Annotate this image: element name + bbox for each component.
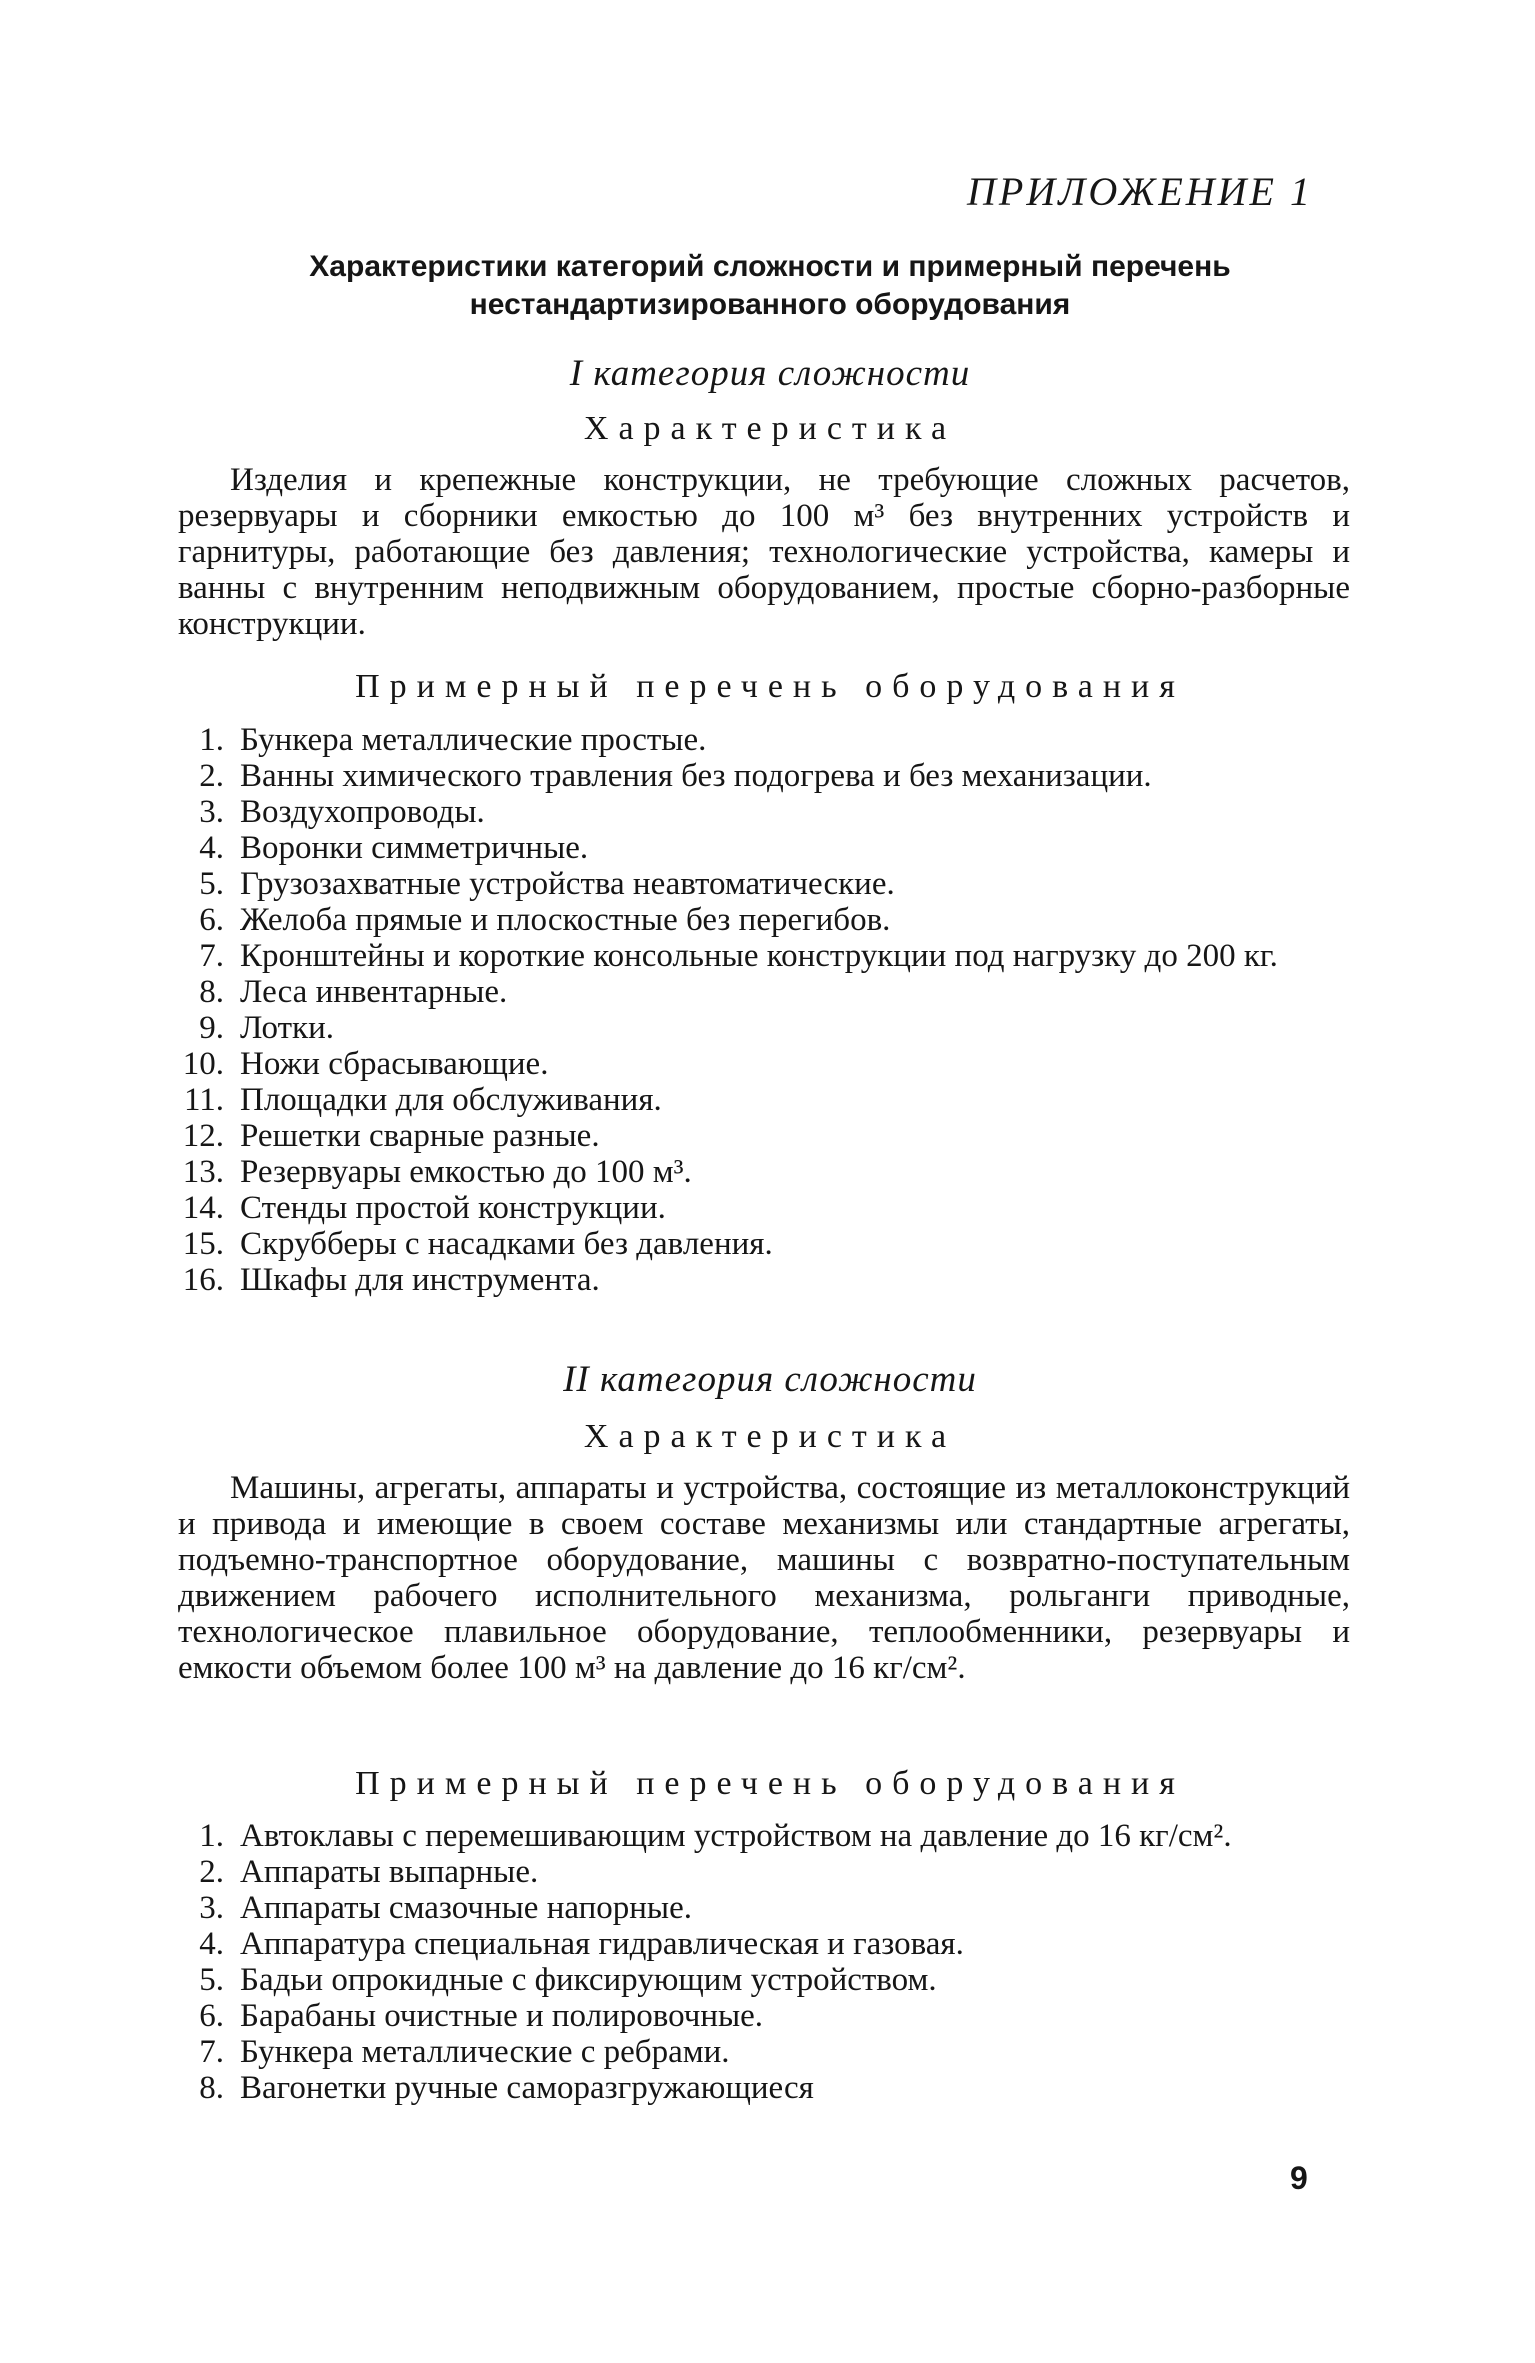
page-number: 9 bbox=[1290, 2160, 1308, 2196]
list-item-number: 8. bbox=[199, 974, 224, 1010]
list-item-text: Решетки сварные разные. bbox=[240, 1118, 600, 1154]
list-item-number: 1. bbox=[199, 1818, 224, 1854]
document-title-line-2: нестандартизированного оборудования bbox=[469, 288, 1071, 321]
list-item-number: 4. bbox=[199, 1926, 224, 1962]
list-item-number: 16. bbox=[182, 1262, 224, 1298]
list-item-text: Ножи сбрасывающие. bbox=[240, 1046, 549, 1082]
list-item-number: 14. bbox=[182, 1190, 224, 1226]
list-item-number: 9. bbox=[199, 1010, 224, 1046]
list-item-text: Воронки симметричные. bbox=[240, 830, 589, 866]
list-item bbox=[178, 1010, 1350, 1046]
list-item-number: 2. bbox=[199, 1854, 224, 1890]
list-item bbox=[178, 1082, 1350, 1118]
list-item bbox=[178, 1046, 1350, 1082]
list-item-text: Лотки. bbox=[240, 1010, 334, 1046]
list-item-number: 1. bbox=[199, 722, 224, 758]
list-item-text: Шкафы для инструмента. bbox=[240, 1262, 600, 1298]
list-item-text: Площадки для обслуживания. bbox=[240, 1082, 662, 1118]
list-item bbox=[178, 1154, 1350, 1190]
list-item-text: Бадьи опрокидные с фиксирующим устройством. bbox=[240, 1962, 937, 1998]
list-item bbox=[178, 1226, 1350, 1262]
category-2-characteristic-heading: Характеристика bbox=[583, 1418, 957, 1455]
list-item-number: 4. bbox=[199, 830, 224, 866]
list-item bbox=[178, 938, 1350, 974]
list-item-number: 6. bbox=[199, 1998, 224, 2034]
appendix-label: ПРИЛОЖЕНИЕ 1 bbox=[967, 169, 1313, 214]
list-item bbox=[178, 1926, 1350, 1962]
list-item-text: Автоклавы с перемешивающим устройством на давление до 16 кг/см². bbox=[240, 1818, 1232, 1854]
category-1-list-heading: Примерный перечень оборудования bbox=[355, 668, 1185, 705]
list-item-number: 5. bbox=[199, 866, 224, 902]
category-1-equipment-list bbox=[178, 722, 1350, 1298]
list-item bbox=[178, 974, 1350, 1010]
list-item-text: Воздухопроводы. bbox=[240, 794, 485, 830]
list-item-text: Аппаратура специальная гидравлическая и газовая. bbox=[240, 1926, 964, 1962]
list-item bbox=[178, 902, 1350, 938]
category-1-characteristic-heading: Характеристика bbox=[583, 410, 957, 447]
list-item bbox=[178, 758, 1350, 794]
list-item-text: Бункера металлические с ребрами. bbox=[240, 2034, 730, 2070]
list-item-text: Аппараты смазочные напорные. bbox=[240, 1890, 692, 1926]
list-item-text: Кронштейны и короткие консольные конструкции под нагрузку до 200 кг. bbox=[240, 938, 1278, 974]
category-2-title: II категория сложности bbox=[563, 1359, 977, 1400]
list-item-text: Аппараты выпарные. bbox=[240, 1854, 539, 1890]
list-item-number: 15. bbox=[182, 1226, 224, 1262]
list-item-number: 5. bbox=[199, 1962, 224, 1998]
list-item-number: 7. bbox=[199, 938, 224, 974]
category-1-title: I категория сложности bbox=[569, 353, 971, 394]
list-item bbox=[178, 866, 1350, 902]
category-2-equipment-list bbox=[178, 1818, 1350, 2106]
list-item bbox=[178, 1998, 1350, 2034]
list-item bbox=[178, 794, 1350, 830]
list-item-text: Барабаны очистные и полировочные. bbox=[240, 1998, 764, 2034]
list-item bbox=[178, 2034, 1350, 2070]
list-item-text: Вагонетки ручные саморазгружающиеся bbox=[240, 2070, 814, 2106]
list-item bbox=[178, 1962, 1350, 1998]
list-item-number: 7. bbox=[199, 2034, 224, 2070]
category-1-characteristic-text: Изделия и крепежные конструкции, не требующие сложных расчетов, резервуары и сборники емкостью до 100 м³ без внутренних устройств и гарнитуры, работающие без давления; технологические устройства, камеры и ванны с внутренним неподвижным оборудованием, простые сборно-разборные конструкции. bbox=[178, 462, 1350, 642]
list-item-number: 6. bbox=[199, 902, 224, 938]
list-item-text: Скрубберы с насадками без давления. bbox=[240, 1226, 773, 1262]
list-item-number: 3. bbox=[199, 794, 224, 830]
list-item-text: Стенды простой конструкции. bbox=[240, 1190, 666, 1226]
list-item-number: 11. bbox=[183, 1082, 224, 1118]
list-item bbox=[178, 1190, 1350, 1226]
list-item-number: 2. bbox=[199, 758, 224, 794]
list-item-text: Леса инвентарные. bbox=[240, 974, 508, 1010]
list-item bbox=[178, 722, 1350, 758]
list-item-text: Резервуары емкостью до 100 м³. bbox=[240, 1154, 692, 1190]
document-title-line-1: Характеристики категорий сложности и примерный перечень bbox=[309, 250, 1231, 283]
category-2-list-heading: Примерный перечень оборудования bbox=[355, 1765, 1185, 1802]
list-item bbox=[178, 1890, 1350, 1926]
list-item-number: 3. bbox=[199, 1890, 224, 1926]
list-item-text: Ванны химического травления без подогрева и без механизации. bbox=[240, 758, 1152, 794]
list-item bbox=[178, 2070, 1350, 2106]
list-item-text: Бункера металлические простые. bbox=[240, 722, 707, 758]
document-title bbox=[170, 248, 1370, 324]
list-item bbox=[178, 1854, 1350, 1890]
list-item bbox=[178, 1262, 1350, 1298]
list-item-number: 12. bbox=[182, 1118, 224, 1154]
list-item bbox=[178, 830, 1350, 866]
list-item-text: Грузозахватные устройства неавтоматические. bbox=[240, 866, 895, 902]
list-item bbox=[178, 1818, 1350, 1854]
list-item-number: 10. bbox=[182, 1046, 224, 1082]
list-item-number: 13. bbox=[182, 1154, 224, 1190]
list-item bbox=[178, 1118, 1350, 1154]
list-item-number: 8. bbox=[199, 2070, 224, 2106]
list-item-text: Желоба прямые и плоскостные без перегибов. bbox=[240, 902, 891, 938]
category-2-characteristic-text: Машины, агрегаты, аппараты и устройства, состоящие из металлоконструкций и привода и имеющие в своем составе механизмы или стандартные агрегаты, подъемно-транспортное оборудование, машины с возвратно-поступательным движением рабочего исполнительного механизма, рольганги приводные, технологическое плавильное оборудование, теплообменники, резервуары и емкости объемом более 100 м³ на давление до 16 кг/см². bbox=[178, 1470, 1350, 1686]
